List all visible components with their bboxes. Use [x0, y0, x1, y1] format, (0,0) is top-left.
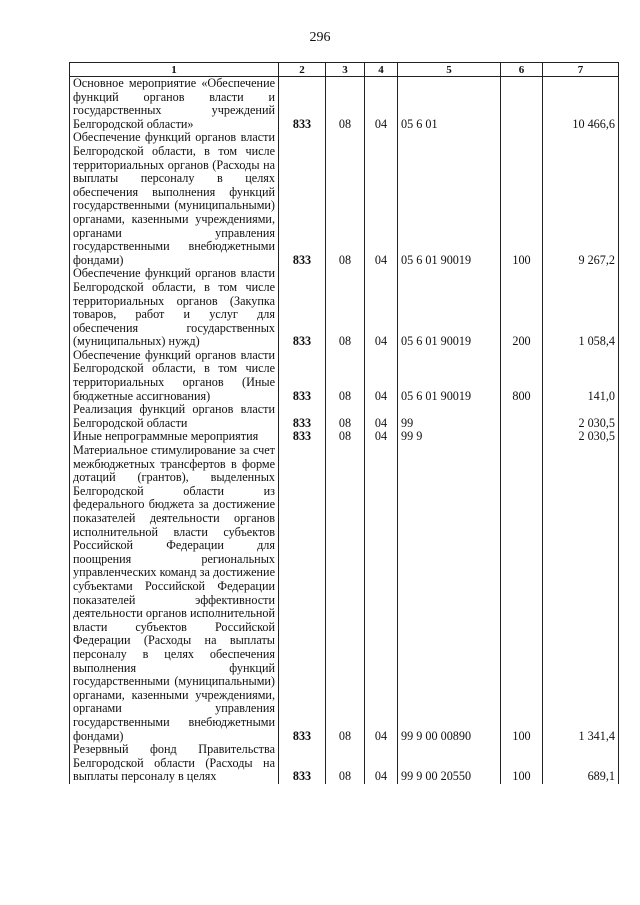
cell-subsection: 04 — [365, 77, 398, 132]
table-row — [70, 403, 619, 430]
cell-ministry-code: 833 — [279, 77, 326, 132]
cell-amount: 2 030,5 — [543, 403, 619, 430]
cell-subsection: 04 — [365, 743, 398, 784]
cell-target-article: 99 9 00 20550 — [398, 743, 501, 784]
row-description: Иные непрограммные мероприятия — [70, 430, 279, 444]
row-description: Материальное стимулирование за счет межбюджетных трансфертов в форме дотаций (грантов), выделенных Белгородской области из федерального бюджета за достижение показателей деятельности органов исполнительной власти субъектов Российской Федерации для поощрения региональных управленческих команд за достижение субъектами Российской Федерации показателей эффективности деятельности органов исполнительной власти субъектов Российской Федерации (Расходы на выплаты персоналу в целях обеспечения выполнения функций государственными (муниципальными) органами, казенными учреждениями, органами управления государственными внебюджетными фондами) — [70, 444, 279, 743]
table-row — [70, 743, 619, 784]
cell-amount: 1 341,4 — [543, 444, 619, 743]
cell-amount: 1 058,4 — [543, 267, 619, 349]
table-row — [70, 131, 619, 267]
cell-expense-type: 100 — [501, 743, 543, 784]
cell-ministry-code: 833 — [279, 444, 326, 743]
cell-amount: 10 466,6 — [543, 77, 619, 132]
cell-ministry-code: 833 — [279, 131, 326, 267]
cell-section: 08 — [326, 403, 365, 430]
row-description: Обеспечение функций органов власти Белгородской области, в том числе территориальных органов (Расходы на выплаты персоналу в целях обеспечения выполнения функций государственными (муниципальными) органами, казенными учреждениями, органами управления государственными внебюджетными фондами) — [70, 131, 279, 267]
row-description: Обеспечение функций органов власти Белгородской области, в том числе территориальных органов (Закупка товаров, работ и услуг для обеспечения государственных (муниципальных) нужд) — [70, 267, 279, 349]
table-header-row — [70, 63, 619, 77]
table-row — [70, 349, 619, 403]
cell-amount: 9 267,2 — [543, 131, 619, 267]
cell-ministry-code: 833 — [279, 403, 326, 430]
table-row — [70, 267, 619, 349]
cell-amount: 2 030,5 — [543, 430, 619, 444]
cell-expense-type: 800 — [501, 349, 543, 403]
cell-ministry-code: 833 — [279, 349, 326, 403]
cell-subsection: 04 — [365, 131, 398, 267]
row-description: Обеспечение функций органов власти Белгородской области, в том числе территориальных органов (Иные бюджетные ассигнования) — [70, 349, 279, 403]
page-number: 296 — [309, 30, 331, 45]
table-row — [70, 444, 619, 743]
column-header-4: 4 — [365, 63, 398, 77]
cell-expense-type: 200 — [501, 267, 543, 349]
cell-subsection: 04 — [365, 430, 398, 444]
cell-expense-type: 100 — [501, 131, 543, 267]
cell-target-article: 99 9 00 00890 — [398, 444, 501, 743]
cell-subsection: 04 — [365, 349, 398, 403]
cell-expense-type: 100 — [501, 444, 543, 743]
cell-ministry-code: 833 — [279, 267, 326, 349]
table-row — [70, 77, 619, 132]
cell-ministry-code: 833 — [279, 430, 326, 444]
cell-section: 08 — [326, 77, 365, 132]
cell-expense-type — [501, 430, 543, 444]
cell-section: 08 — [326, 444, 365, 743]
cell-target-article: 99 9 — [398, 430, 501, 444]
row-description: Основное мероприятие «Обеспечение функций органов власти и государственных учреждений Белгородской области» — [70, 77, 279, 132]
cell-ministry-code: 833 — [279, 743, 326, 784]
cell-target-article: 05 6 01 90019 — [398, 349, 501, 403]
cell-amount: 141,0 — [543, 349, 619, 403]
column-header-2: 2 — [279, 63, 326, 77]
cell-section: 08 — [326, 743, 365, 784]
cell-subsection: 04 — [365, 403, 398, 430]
cell-section: 08 — [326, 131, 365, 267]
cell-section: 08 — [326, 349, 365, 403]
cell-target-article: 05 6 01 90019 — [398, 131, 501, 267]
cell-target-article: 99 — [398, 403, 501, 430]
row-description: Реализация функций органов власти Белгородской области — [70, 403, 279, 430]
cell-expense-type — [501, 77, 543, 132]
column-header-7: 7 — [543, 63, 619, 77]
cell-section: 08 — [326, 430, 365, 444]
cell-section: 08 — [326, 267, 365, 349]
cell-target-article: 05 6 01 — [398, 77, 501, 132]
column-header-6: 6 — [501, 63, 543, 77]
table-row — [70, 430, 619, 444]
cell-target-article: 05 6 01 90019 — [398, 267, 501, 349]
row-description: Резервный фонд Правительства Белгородской области (Расходы на выплаты персоналу в целях — [70, 743, 279, 784]
cell-subsection: 04 — [365, 267, 398, 349]
cell-subsection: 04 — [365, 444, 398, 743]
column-header-3: 3 — [326, 63, 365, 77]
budget-table — [69, 62, 619, 784]
column-header-5: 5 — [398, 63, 501, 77]
cell-expense-type — [501, 403, 543, 430]
column-header-1: 1 — [70, 63, 279, 77]
cell-amount: 689,1 — [543, 743, 619, 784]
